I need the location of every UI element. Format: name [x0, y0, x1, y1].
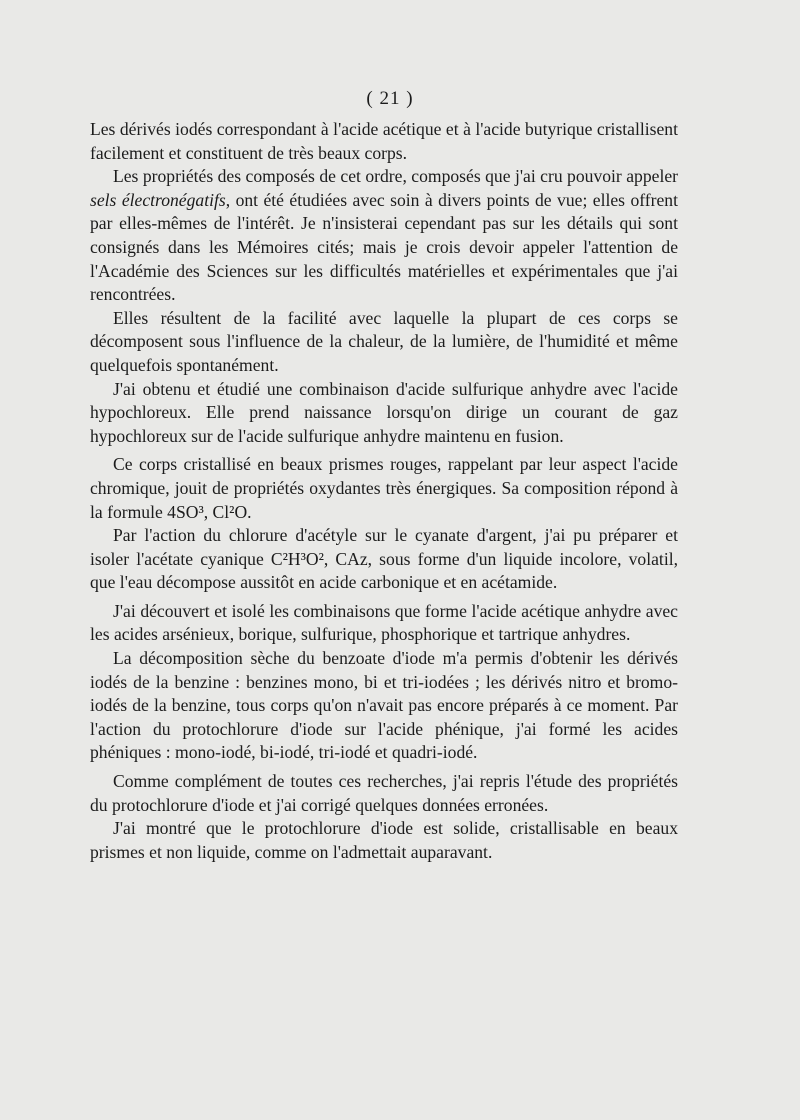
paragraph-4: J'ai obtenu et étudié une combinaison d'acide sulfurique anhydre avec l'acide hypochloreux. Elle prend naissance lorsqu'on dirige un courant de gaz hypochloreux sur de l'acide sulfurique anhydre maintenu en fusion. [90, 378, 678, 446]
body-text [90, 118, 678, 864]
italic-term: sels électronégatifs [90, 189, 226, 210]
paragraph-1: Les dérivés iodés correspondant à l'acide acétique et à l'acide butyrique cristallisent facilement et constituent de très beaux corps. [90, 119, 678, 163]
paragraph-2: Les propriétés des composés de cet ordre, composés que j'ai cru pouvoir appeler sels électronégatifs, ont été étudiées avec soin à divers points de vue; elles offrent par elles-mêmes de l'intérêt. Je n'insisterai cependant pas sur les détails qui sont consignés dans les Mémoires cités; mais je crois devoir appeler l'attention de l'Académie des Sciences sur les difficultés matérielles et expérimentales que j'ai rencontrées. [90, 166, 678, 305]
paragraph-3: Elles résultent de la facilité avec laquelle la plupart de ces corps se décomposent sous l'influence de la chaleur, de la lumière, de l'humidité et même quelquefois spontanément. [90, 307, 678, 375]
paragraph-6: Par l'action du chlorure d'acétyle sur le cyanate d'argent, j'ai pu préparer et isoler l'acétate cyanique C²H³O², CAz, sous forme d'un liquide incolore, volatil, que l'eau décompose aussitôt en acide carbonique et en acétamide. [90, 525, 678, 593]
paragraph-9: Comme complément de toutes ces recherches, j'ai repris l'étude des propriétés du protochlorure d'iode et j'ai corrigé quelques données erronées. [90, 771, 678, 815]
paragraph-5: Ce corps cristallisé en beaux prismes rouges, rappelant par leur aspect l'acide chromique, jouit de propriétés oxydantes très énergiques. Sa composition répond à la formule 4SO³, Cl²O. [90, 454, 678, 522]
paragraph-7: J'ai découvert et isolé les combinaisons que forme l'acide acétique anhydre avec les acides arsénieux, borique, sulfurique, phosphorique et tartrique anhydres. [90, 600, 678, 645]
paragraph-10: J'ai montré que le protochlorure d'iode est solide, cristallisable en beaux prismes et non liquide, comme on l'admettait auparavant. [90, 818, 678, 862]
page-number: ( 21 ) [366, 88, 414, 109]
paragraph-8: La décomposition sèche du benzoate d'iode m'a permis d'obtenir les dérivés iodés de la benzine : benzines mono, bi et tri-iodées ; les dérivés nitro et bromo-iodés de la benzine, tous corps qu'on n'avait pas encore préparés à ce moment. Par l'action du protochlorure d'iode sur l'acide phénique, j'ai formé les acides phéniques : mono-iodé, bi-iodé, tri-iodé et quadri-iodé. [90, 648, 678, 763]
